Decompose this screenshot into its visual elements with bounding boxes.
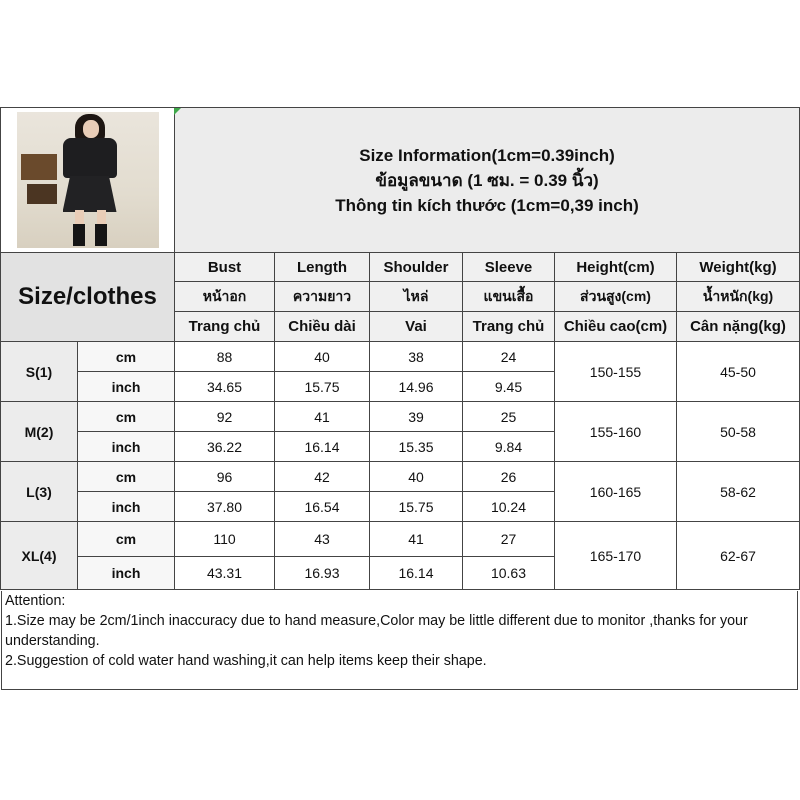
attention-heading: Attention: bbox=[5, 593, 66, 609]
unit-inch: inch bbox=[78, 432, 175, 462]
title-cell bbox=[175, 108, 800, 253]
size-chart bbox=[0, 107, 799, 692]
height-range: 165-170 bbox=[555, 522, 677, 590]
product-photo-cell bbox=[1, 108, 175, 253]
size-label: XL(4) bbox=[1, 522, 78, 590]
unit-cm: cm bbox=[78, 402, 175, 432]
weight-range: 62-67 bbox=[677, 522, 800, 590]
corner-triangle-icon bbox=[174, 108, 181, 115]
col-header-th: หน้าอก bbox=[175, 282, 275, 312]
weight-range: 45-50 bbox=[677, 342, 800, 402]
cell-value: 41 bbox=[370, 522, 463, 557]
cell-value: 15.75 bbox=[275, 372, 370, 402]
height-range: 155-160 bbox=[555, 402, 677, 462]
cell-value: 16.14 bbox=[275, 432, 370, 462]
col-header-th: ความยาว bbox=[275, 282, 370, 312]
cell-value: 25 bbox=[463, 402, 555, 432]
col-header-vi: Trang chủ bbox=[463, 312, 555, 342]
title-th: ข้อมูลขนาด (1 ซม. = 0.39 นิ้ว) bbox=[375, 170, 599, 190]
weight-range: 58-62 bbox=[677, 462, 800, 522]
cell-value: 110 bbox=[175, 522, 275, 557]
cell-value: 27 bbox=[463, 522, 555, 557]
cell-value: 24 bbox=[463, 342, 555, 372]
height-range: 150-155 bbox=[555, 342, 677, 402]
size-clothes-label: Size/clothes bbox=[1, 253, 175, 342]
attention-note-2: 2.Suggestion of cold water hand washing,it can help items keep their shape. bbox=[5, 653, 487, 669]
cell-value: 40 bbox=[275, 342, 370, 372]
col-header-en: Length bbox=[275, 253, 370, 282]
cell-value: 15.75 bbox=[370, 492, 463, 522]
attention-note-1: 1.Size may be 2cm/1inch inaccuracy due to hand measure,Color may be little different due to monitor ,thanks for your understanding. bbox=[5, 613, 748, 649]
size-table bbox=[0, 107, 800, 590]
col-header-th: แขนเสื้อ bbox=[463, 282, 555, 312]
size-label: S(1) bbox=[1, 342, 78, 402]
cell-value: 43.31 bbox=[175, 557, 275, 590]
cell-value: 26 bbox=[463, 462, 555, 492]
cell-value: 16.54 bbox=[275, 492, 370, 522]
cell-value: 10.63 bbox=[463, 557, 555, 590]
unit-inch: inch bbox=[78, 492, 175, 522]
cell-value: 88 bbox=[175, 342, 275, 372]
height-range: 160-165 bbox=[555, 462, 677, 522]
unit-cm: cm bbox=[78, 462, 175, 492]
cell-value: 42 bbox=[275, 462, 370, 492]
size-label: M(2) bbox=[1, 402, 78, 462]
unit-cm: cm bbox=[78, 522, 175, 557]
cell-value: 37.80 bbox=[175, 492, 275, 522]
unit-inch: inch bbox=[78, 557, 175, 590]
col-header-en: Weight(kg) bbox=[677, 253, 800, 282]
cell-value: 9.45 bbox=[463, 372, 555, 402]
cell-value: 34.65 bbox=[175, 372, 275, 402]
col-header-vi: Cân nặng(kg) bbox=[677, 312, 800, 342]
cell-value: 15.35 bbox=[370, 432, 463, 462]
col-header-en: Height(cm) bbox=[555, 253, 677, 282]
cell-value: 16.14 bbox=[370, 557, 463, 590]
unit-inch: inch bbox=[78, 372, 175, 402]
cell-value: 96 bbox=[175, 462, 275, 492]
attention-notes bbox=[1, 591, 798, 690]
cell-value: 16.93 bbox=[275, 557, 370, 590]
col-header-vi: Chiều cao(cm) bbox=[555, 312, 677, 342]
col-header-en: Sleeve bbox=[463, 253, 555, 282]
cell-value: 39 bbox=[370, 402, 463, 432]
size-label: L(3) bbox=[1, 462, 78, 522]
weight-range: 50-58 bbox=[677, 402, 800, 462]
col-header-th: ไหล่ bbox=[370, 282, 463, 312]
col-header-vi: Chiều dài bbox=[275, 312, 370, 342]
cell-value: 40 bbox=[370, 462, 463, 492]
cell-value: 38 bbox=[370, 342, 463, 372]
title-en: Size Information(1cm=0.39inch) bbox=[359, 145, 615, 165]
unit-cm: cm bbox=[78, 342, 175, 372]
cell-value: 41 bbox=[275, 402, 370, 432]
cell-value: 36.22 bbox=[175, 432, 275, 462]
col-header-vi: Trang chủ bbox=[175, 312, 275, 342]
cell-value: 43 bbox=[275, 522, 370, 557]
cell-value: 9.84 bbox=[463, 432, 555, 462]
col-header-en: Bust bbox=[175, 253, 275, 282]
product-photo bbox=[17, 112, 159, 248]
col-header-vi: Vai bbox=[370, 312, 463, 342]
col-header-th: ส่วนสูง(cm) bbox=[555, 282, 677, 312]
cell-value: 10.24 bbox=[463, 492, 555, 522]
cell-value: 92 bbox=[175, 402, 275, 432]
cell-value: 14.96 bbox=[370, 372, 463, 402]
title-vi: Thông tin kích thước (1cm=0,39 inch) bbox=[335, 195, 639, 215]
col-header-th: น้ำหนัก(kg) bbox=[677, 282, 800, 312]
col-header-en: Shoulder bbox=[370, 253, 463, 282]
